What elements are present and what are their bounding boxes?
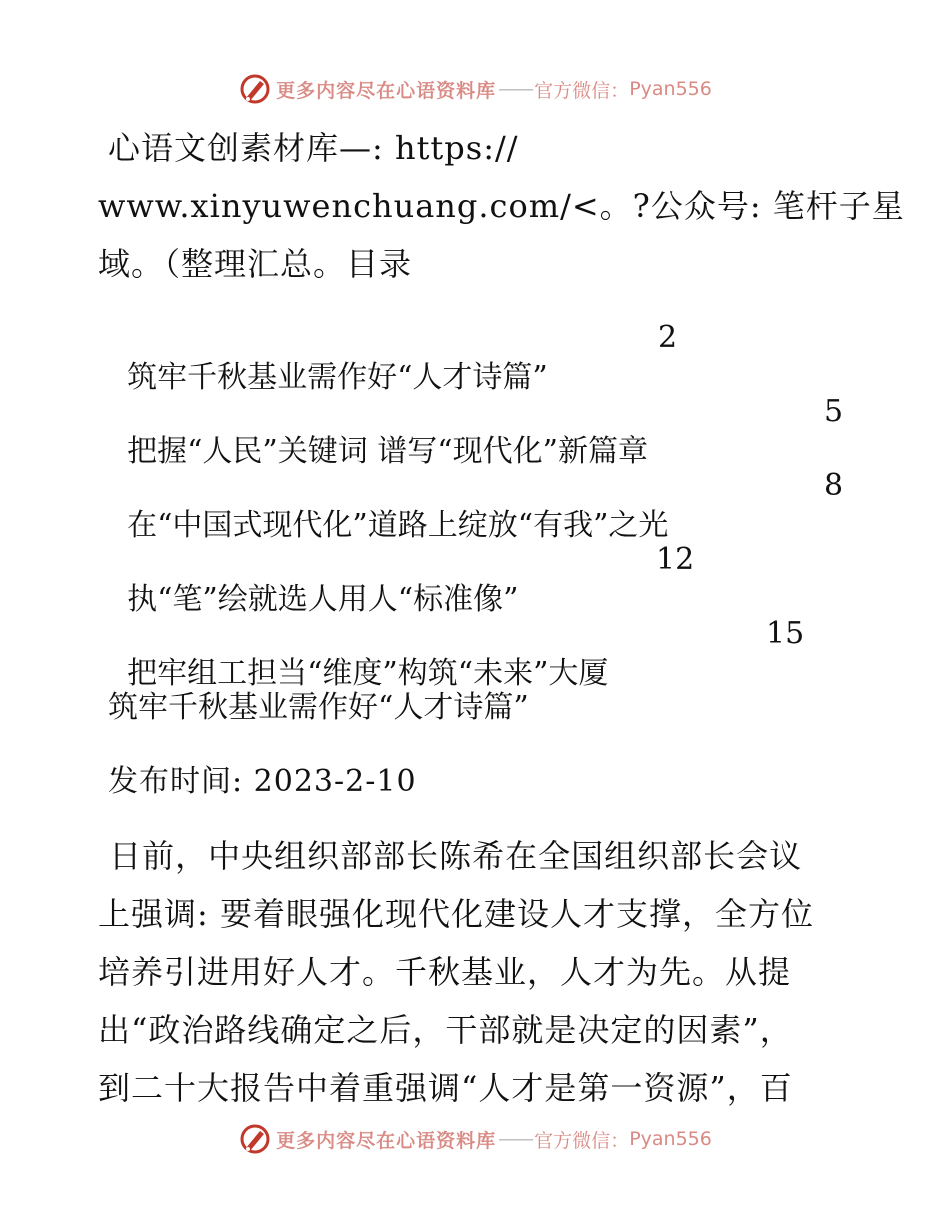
body-line-1: 日前，中央组织部部长陈希在全国组织部长会议 <box>98 837 803 875</box>
intro-line-3: 域。（整理汇总。目录 <box>98 245 413 283</box>
toc-item-title: 把握“人民”关键词 谱写“现代化”新篇章 <box>127 434 648 469</box>
banner-separator: —— <box>498 78 533 100</box>
banner-handle: Pyan556 <box>629 1128 712 1150</box>
body-line-4: 出“政治路线确定之后，干部就是决定的因素”， <box>98 1011 793 1049</box>
toc-item-title: 在“中国式现代化”道路上绽放“有我”之光 <box>127 508 669 543</box>
banner-brand: 更多内容尽在心语资料库 <box>276 1129 497 1152</box>
body-line-2: 上强调: 要着眼强化现代化建设人才支撑，全方位 <box>98 895 814 933</box>
article-title: 筑牢千秋基业需作好“人才诗篇” <box>108 690 529 725</box>
toc-item-page: 8 <box>824 468 844 503</box>
article-date: 发布时间: 2023-2-10 <box>108 764 417 799</box>
intro-line-1: 心语文创素材库—: https:// <box>108 129 519 167</box>
footer-banner <box>0 1122 950 1156</box>
toc-item-page: 2 <box>658 320 678 355</box>
body-line-5: 到二十大报告中着重强调“人才是第一资源”，百 <box>98 1069 793 1107</box>
toc-item-title: 执“笔”绘就选人用人“标准像” <box>127 582 519 617</box>
banner-brand: 更多内容尽在心语资料库 <box>276 79 497 102</box>
toc-item-title: 把牢组工担当“维度”构筑“未来”大厦 <box>127 656 609 691</box>
toc-item-page: 12 <box>656 542 695 577</box>
header-banner <box>0 72 950 106</box>
toc-item-page: 15 <box>766 616 805 651</box>
body-line-3: 培养引进用好人才。千秋基业，人才为先。从提 <box>98 953 792 991</box>
banner-label: 官方微信： <box>534 79 630 102</box>
banner-separator: —— <box>498 1128 533 1150</box>
pen-logo-icon <box>238 72 272 106</box>
intro-line-2: www.xinyuwenchuang.com/<。?公众号: 笔杆子星 <box>98 187 905 225</box>
banner-label: 官方微信： <box>534 1129 630 1152</box>
toc-item-title: 筑牢千秋基业需作好“人才诗篇” <box>127 360 548 395</box>
pen-logo-icon <box>238 1122 272 1156</box>
toc-item-page: 5 <box>824 394 844 429</box>
banner-handle: Pyan556 <box>629 78 712 100</box>
